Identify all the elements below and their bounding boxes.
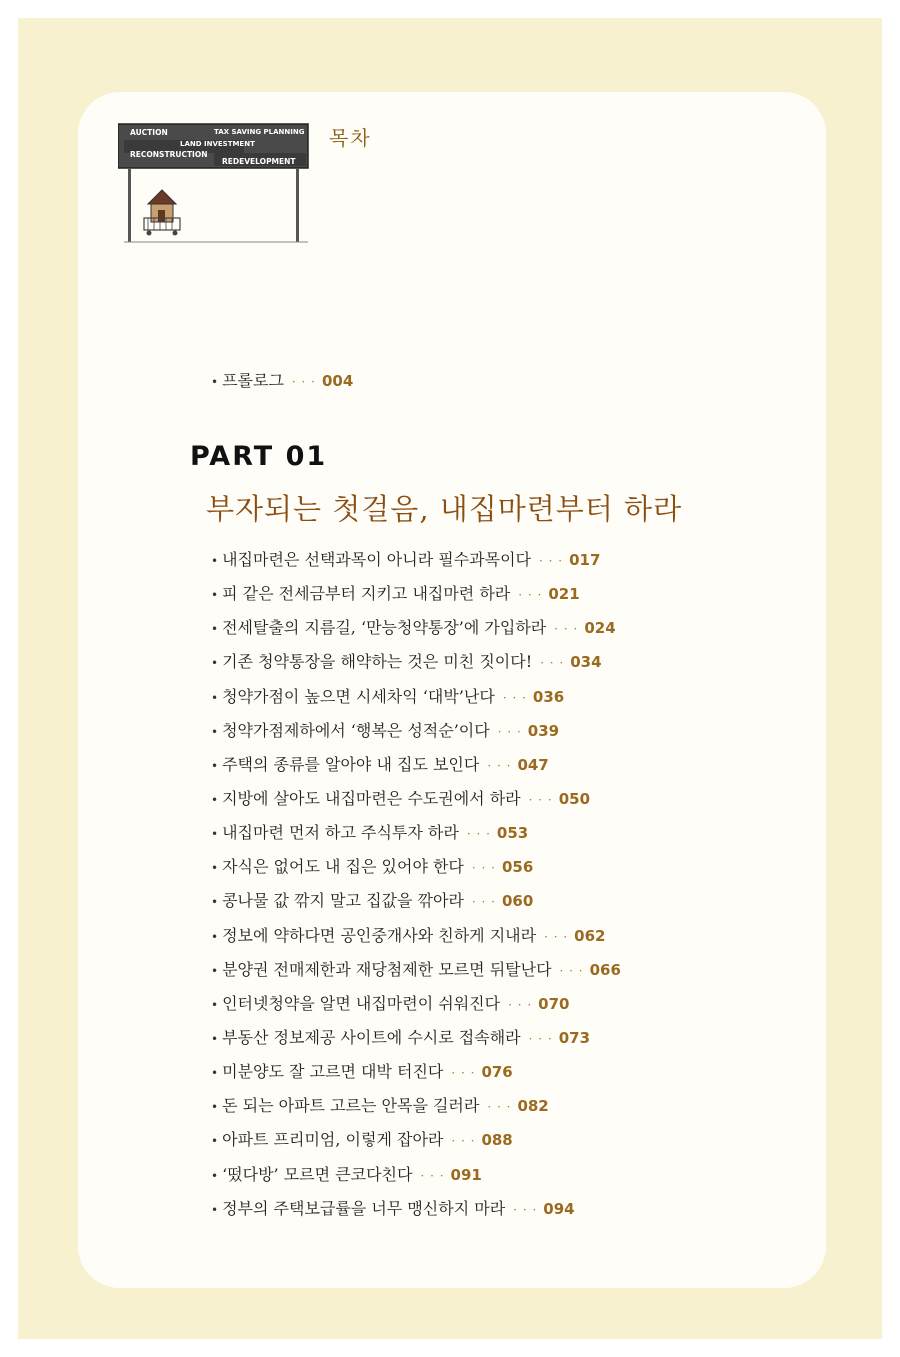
bullet: • — [211, 929, 219, 944]
bullet: • — [211, 375, 219, 389]
toc-entry[interactable] — [211, 886, 771, 920]
page-number: 066 — [589, 960, 621, 979]
toc-entry[interactable] — [211, 1023, 771, 1057]
entry-title: 지방에 살아도 내집마련은 수도권에서 하라 — [222, 788, 521, 808]
entry-title: 기존 청약통장을 해약하는 것은 미친 짓이다! — [222, 652, 533, 672]
page-number: 070 — [538, 994, 570, 1013]
bullet: • — [211, 997, 219, 1012]
bullet: • — [211, 827, 219, 842]
bullet: • — [211, 656, 219, 671]
bullet: • — [211, 1031, 219, 1046]
page-number: 047 — [517, 755, 549, 774]
toc-entry[interactable] — [211, 955, 771, 989]
page-number: 050 — [558, 789, 591, 808]
toc-entry[interactable] — [211, 579, 771, 613]
leader-dots: · · · — [471, 895, 496, 910]
toc-entry[interactable] — [211, 682, 771, 716]
entry-title: 아파트 프리미엄, 이렇게 잡아라 — [222, 1130, 444, 1150]
leader-dots: · · · — [559, 963, 584, 978]
toc-entry[interactable] — [211, 852, 771, 886]
entry-title: 청약가점이 높으면 시세차익 ‘대박’난다 — [222, 686, 495, 706]
bullet: • — [211, 1168, 219, 1183]
bullet: • — [211, 622, 219, 637]
leader-dots: · · · — [487, 1100, 512, 1115]
toc-entry[interactable] — [211, 818, 771, 852]
page-number: 034 — [570, 653, 602, 672]
bullet: • — [211, 895, 219, 910]
leader-dots: · · · — [539, 554, 564, 568]
bullet: • — [211, 1202, 219, 1217]
leader-dots: · · · — [497, 724, 522, 739]
page-number: 088 — [481, 1131, 513, 1150]
entry-title: 피 같은 전세금부터 지키고 내집마련 하라 — [222, 584, 511, 604]
leader-dots: · · · — [451, 1066, 476, 1081]
toc-entry[interactable] — [211, 921, 771, 955]
leader-dots: · · · — [528, 792, 553, 807]
leader-dots: · · · — [291, 375, 316, 389]
page-number: 091 — [450, 1165, 482, 1184]
bullet: • — [211, 588, 219, 603]
leader-dots: · · · — [471, 861, 496, 876]
entry-title: 자식은 없어도 내 집은 있어야 한다 — [222, 857, 464, 877]
bullet: • — [211, 861, 219, 876]
toc-entry[interactable] — [211, 750, 771, 784]
leader-dots: · · · — [451, 1134, 476, 1149]
leader-dots: · · · — [508, 997, 533, 1012]
toc-heading: 목차 — [329, 126, 372, 150]
sign-text-land: LAND INVESTMENT — [180, 140, 255, 148]
toc-entry[interactable] — [211, 1057, 771, 1091]
real-estate-sign-icon — [118, 120, 314, 245]
leader-dots: · · · — [528, 1031, 553, 1046]
page-number: 082 — [517, 1097, 549, 1116]
leader-dots: · · · — [554, 622, 579, 637]
bullet: • — [211, 1100, 219, 1115]
bullet: • — [211, 554, 219, 568]
toc-entry[interactable] — [211, 716, 771, 750]
bullet: • — [211, 792, 219, 807]
sign-text-tax: TAX SAVING PLANNING — [214, 128, 305, 136]
house-icon — [144, 190, 180, 236]
page-number: 062 — [574, 926, 606, 945]
toc-entry[interactable] — [211, 647, 771, 681]
leader-dots: · · · — [502, 690, 527, 705]
entry-title: 전세탈출의 지름길, ‘만능청약통장’에 가입하라 — [222, 618, 547, 638]
leader-dots: · · · — [518, 588, 543, 603]
page-number: 024 — [584, 619, 616, 638]
leader-dots: · · · — [487, 758, 512, 773]
bullet: • — [211, 690, 219, 705]
entry-title: 정보에 약하다면 공인중개사와 친하게 지내라 — [222, 925, 537, 945]
toc-entry[interactable] — [211, 989, 771, 1023]
bullet: • — [211, 724, 219, 739]
toc-entry[interactable] — [211, 1125, 771, 1159]
leader-dots: · · · — [513, 1202, 538, 1217]
entry-title: 인터넷청약을 알면 내집마련이 쉬워진다 — [222, 993, 501, 1013]
sign-text-redevelopment: REDEVELOPMENT — [222, 157, 296, 166]
sign-text-reconstruction: RECONSTRUCTION — [130, 150, 208, 159]
prologue-entry[interactable] — [211, 368, 353, 391]
page-number: 076 — [481, 1063, 513, 1082]
part-label: PART 01 — [190, 441, 328, 472]
page-number: 004 — [321, 372, 354, 390]
page-number: 021 — [548, 585, 580, 604]
page-number: 073 — [558, 1028, 591, 1047]
bullet: • — [211, 1134, 219, 1149]
entry-title: 미분양도 잘 고르면 대박 터진다 — [222, 1062, 444, 1082]
toc-entry[interactable] — [211, 545, 771, 579]
entry-title: 분양권 전매제한과 재당첨제한 모르면 뒤탈난다 — [222, 959, 552, 979]
toc-entry[interactable] — [211, 1194, 771, 1228]
page-number: 094 — [543, 1199, 575, 1218]
entry-title: 정부의 주택보급률을 너무 맹신하지 마라 — [222, 1198, 506, 1218]
page-number: 053 — [496, 824, 529, 843]
entry-title: 돈 되는 아파트 고르는 안목을 길러라 — [222, 1096, 480, 1116]
bullet: • — [211, 1066, 219, 1081]
toc-list — [211, 545, 771, 1228]
toc-entry[interactable] — [211, 784, 771, 818]
page-number: 017 — [569, 551, 601, 569]
page-number: 056 — [501, 858, 534, 877]
entry-title: 내집마련은 선택과목이 아니라 필수과목이다 — [222, 550, 532, 569]
part-title: 부자되는 첫걸음, 내집마련부터 하라 — [206, 492, 683, 526]
toc-entry[interactable] — [211, 1160, 771, 1194]
leader-dots: · · · — [544, 929, 569, 944]
entry-title: 청약가점제하에서 ‘행복은 성적순’이다 — [222, 720, 490, 740]
bullet: • — [211, 963, 219, 978]
entry-title: 내집마련 먼저 하고 주식투자 하라 — [222, 823, 459, 843]
page-number: 036 — [532, 687, 565, 706]
page-number: 039 — [527, 721, 560, 740]
sign-text-auction: AUCTION — [130, 128, 168, 137]
page-number: 060 — [501, 892, 534, 911]
leader-dots: · · · — [540, 656, 565, 671]
entry-title: ‘떴다방’ 모르면 큰코다친다 — [222, 1164, 413, 1184]
toc-entry[interactable] — [211, 1091, 771, 1125]
prologue-title: 프롤로그 — [222, 371, 284, 390]
entry-title: 주택의 종류를 알아야 내 집도 보인다 — [222, 754, 480, 774]
entry-title: 콩나물 값 깎지 말고 집값을 깎아라 — [222, 891, 464, 911]
toc-entry[interactable] — [211, 613, 771, 647]
entry-title: 부동산 정보제공 사이트에 수시로 접속해라 — [222, 1027, 521, 1047]
bullet: • — [211, 758, 219, 773]
leader-dots: · · · — [420, 1168, 445, 1183]
leader-dots: · · · — [466, 827, 491, 842]
